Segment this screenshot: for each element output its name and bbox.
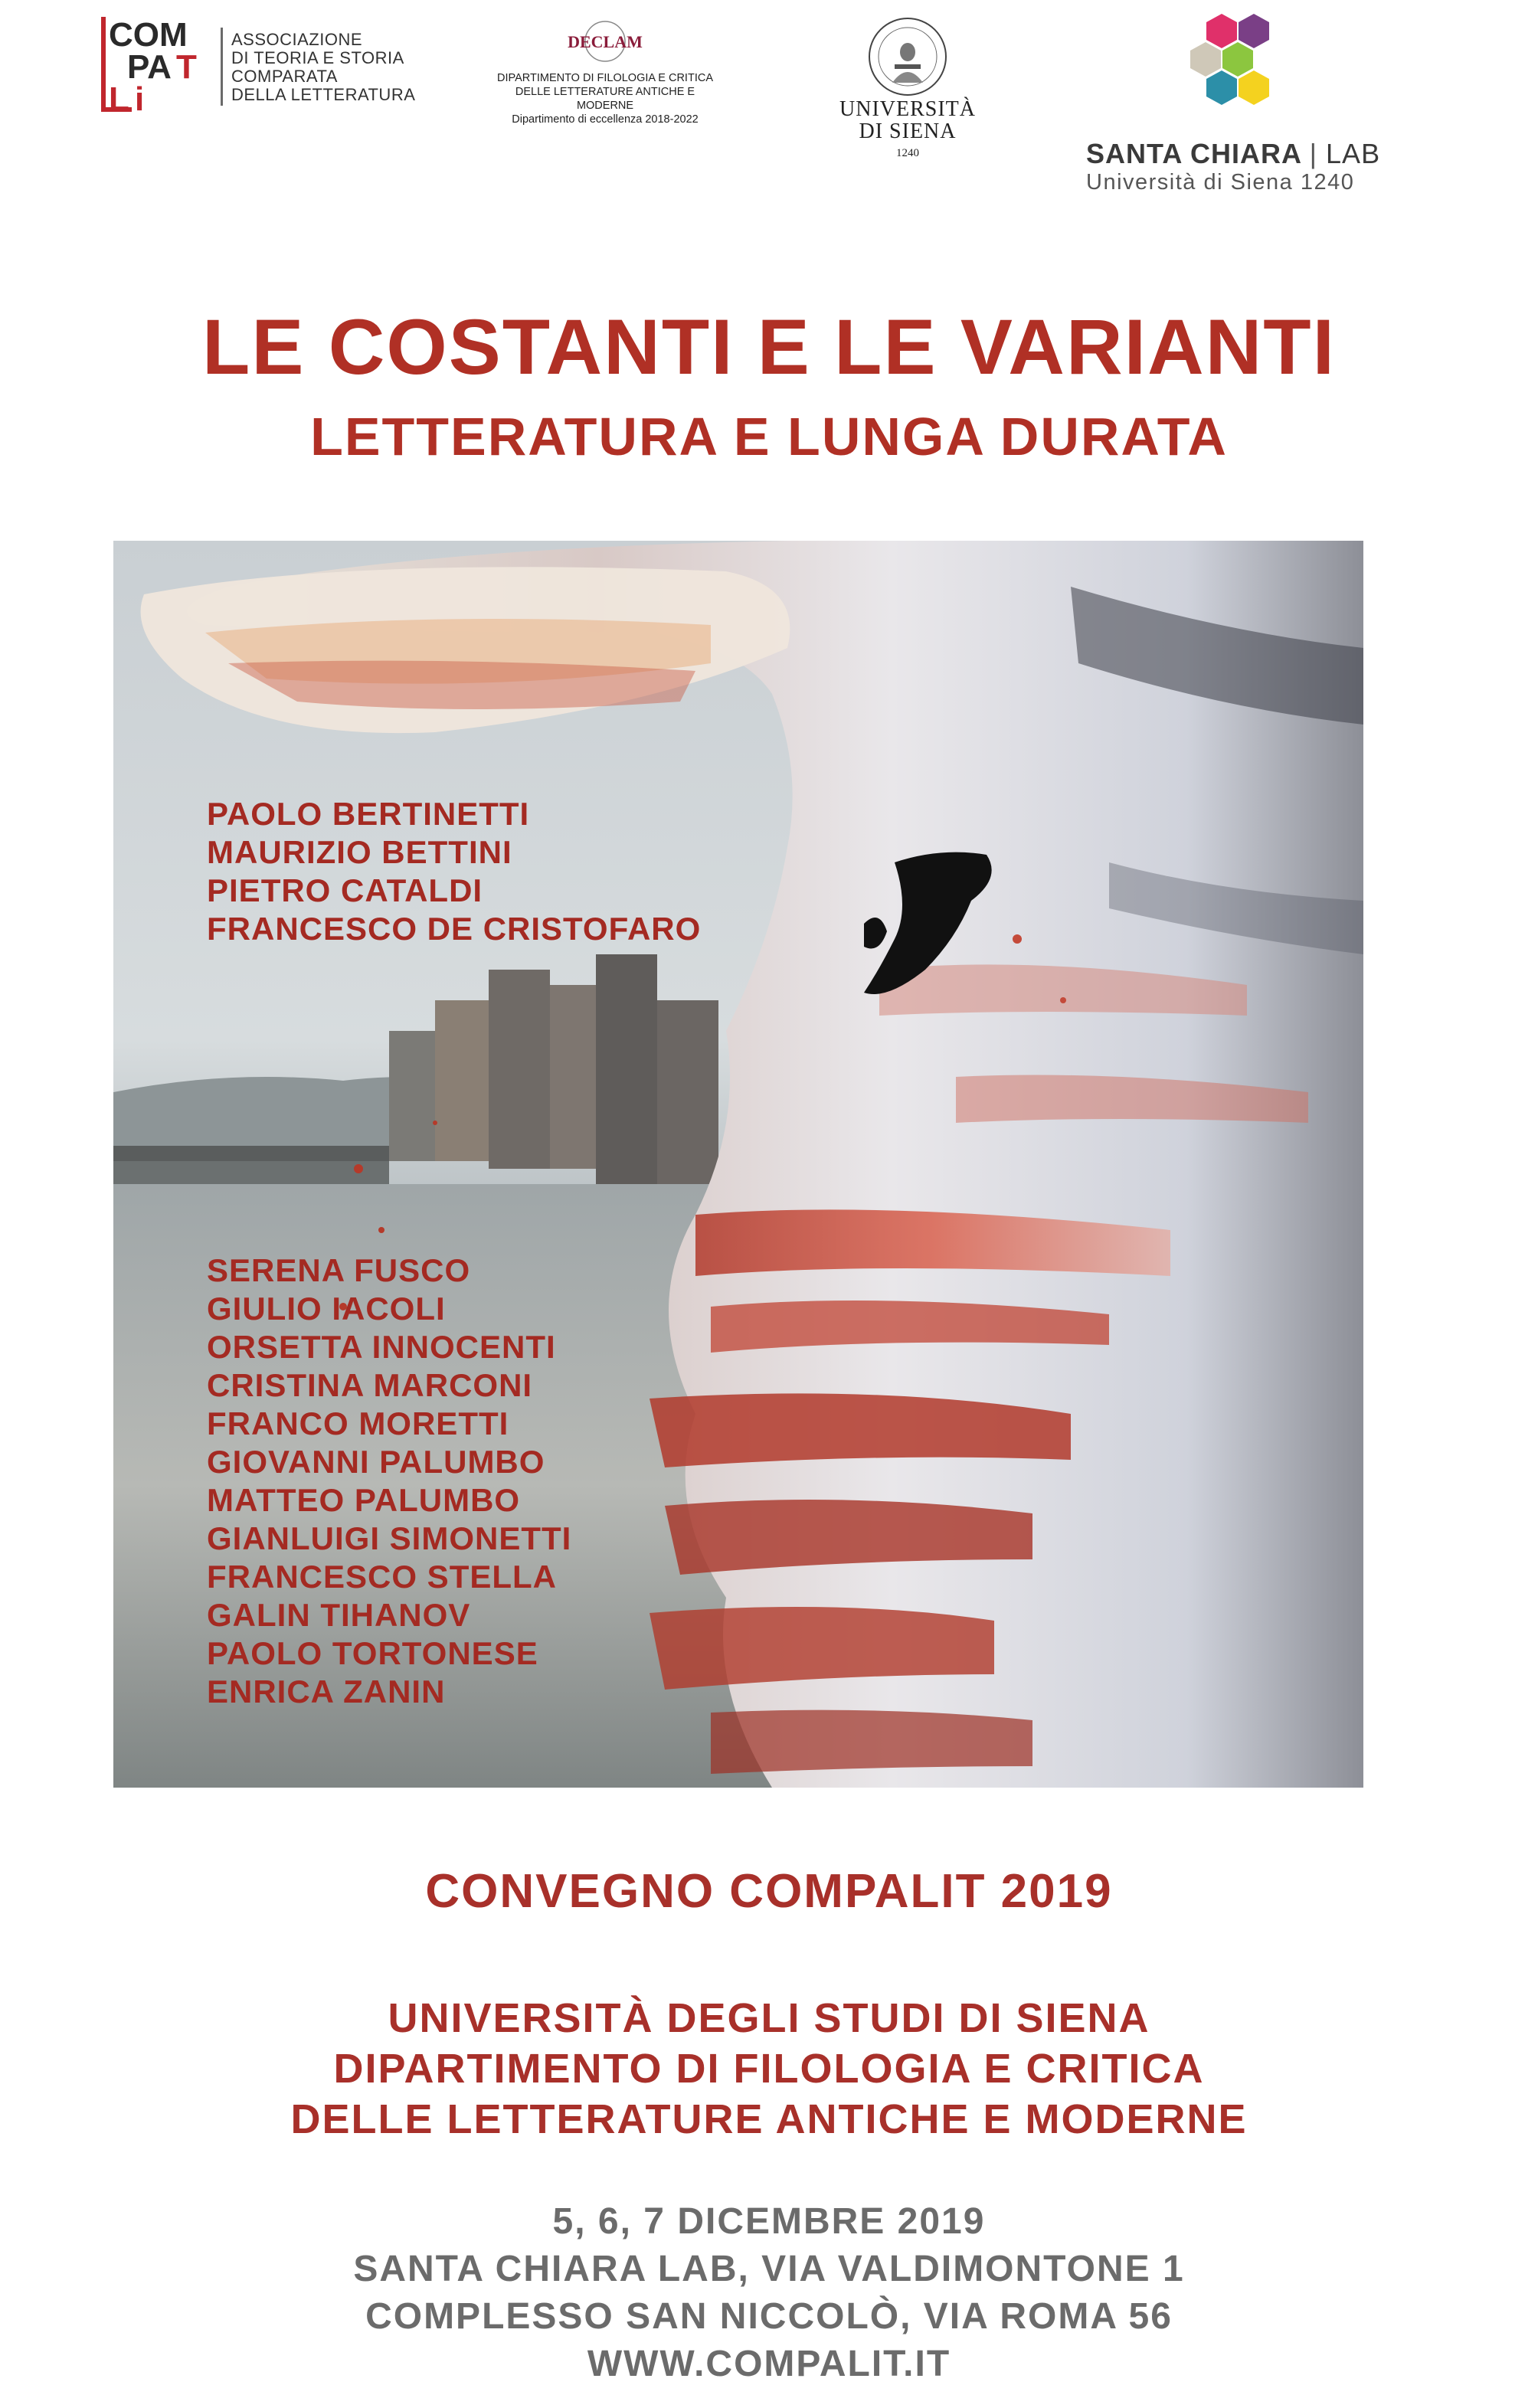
venue-line-2: COMPLESSO SAN NICCOLÒ, VIA ROMA 56	[365, 2296, 1173, 2337]
speaker-name: ENRICA ZANIN	[207, 1673, 446, 1709]
speakers-group-2	[207, 1251, 571, 1711]
declam-logo	[490, 20, 720, 126]
university-line-1: UNIVERSITÀ DEGLI STUDI DI SIENA	[388, 1995, 1150, 2041]
unisiena-seal-icon	[858, 14, 957, 98]
santa-chiara-hex-icon	[1187, 12, 1287, 119]
declam-line-2: DELLE LETTERATURE ANTICHE E	[515, 86, 695, 98]
speaker-name: PIETRO CATALDI	[207, 872, 483, 908]
declam-line-1: DIPARTIMENTO DI FILOLOGIA E CRITICA	[497, 72, 713, 84]
compalit-association-text	[231, 31, 415, 104]
speaker-name: MAURIZIO BETTINI	[207, 834, 512, 870]
compalit-mark-t: T	[176, 48, 197, 86]
unisiena-line-2: DI SIENA	[859, 119, 957, 143]
declam-line-3: MODERNE	[576, 100, 634, 112]
speaker-name: GIULIO IACOLI	[207, 1291, 446, 1327]
speakers-group-1	[207, 795, 701, 948]
speaker-name: CRISTINA MARCONI	[207, 1367, 533, 1403]
event-dates: 5, 6, 7 DICEMBRE 2019	[552, 2201, 986, 2242]
speaker-name: PAOLO TORTONESE	[207, 1635, 538, 1671]
unisiena-logo	[835, 14, 980, 161]
compalit-line-1: ASSOCIAZIONE	[231, 30, 363, 49]
declam-line-4: Dipartimento di eccellenza 2018-2022	[512, 113, 699, 126]
venue-line-1: SANTA CHIARA LAB, VIA VALDIMONTONE 1	[353, 2249, 1185, 2289]
unisiena-year: 1240	[896, 147, 919, 159]
compalit-mark-i: i	[135, 80, 145, 115]
compalit-line-2: DI TEORIA E STORIA	[231, 48, 404, 67]
speaker-name: GIOVANNI PALUMBO	[207, 1444, 545, 1480]
university-line-2: DIPARTIMENTO DI FILOLOGIA E CRITICA	[333, 2046, 1205, 2092]
convegno-title: CONVEGNO COMPALIT 2019	[425, 1865, 1113, 1918]
santa-chiara-subtitle: Università di Siena 1240	[1086, 170, 1355, 195]
conference-subtitle: LETTERATURA E LUNGA DURATA	[310, 407, 1228, 466]
santa-chiara-name: SANTA CHIARA	[1086, 138, 1301, 169]
declam-name: DECLAM	[568, 32, 643, 51]
speaker-name: SERENA FUSCO	[207, 1252, 471, 1288]
declam-seal-icon	[563, 20, 647, 66]
conference-title: LE COSTANTI E LE VARIANTI	[202, 303, 1336, 391]
compalit-line-3: COMPARATA	[231, 67, 338, 86]
speaker-name: FRANCESCO STELLA	[207, 1559, 557, 1595]
speaker-name: FRANCESCO DE CRISTOFARO	[207, 911, 702, 947]
university-line-3: DELLE LETTERATURE ANTICHE E MODERNE	[290, 2096, 1248, 2142]
santa-chiara-title: SANTA CHIARA | LAB	[1086, 138, 1381, 169]
unisiena-line-1: UNIVERSITÀ	[839, 97, 976, 121]
website-link[interactable]: WWW.COMPALIT.IT	[587, 2344, 951, 2384]
compalit-mark-pa: PA	[127, 48, 172, 86]
compalit-logo	[100, 15, 214, 115]
speaker-name: FRANCO MORETTI	[207, 1405, 509, 1441]
compalit-line-4: DELLA LETTERATURA	[231, 85, 416, 104]
speaker-name: MATTEO PALUMBO	[207, 1482, 521, 1518]
speaker-name: PAOLO BERTINETTI	[207, 796, 530, 832]
santa-chiara-lab: LAB	[1326, 138, 1381, 169]
compalit-divider	[221, 28, 223, 106]
speaker-name: GIANLUIGI SIMONETTI	[207, 1520, 572, 1556]
compalit-mark-l: L	[109, 80, 129, 115]
speaker-name: GALIN TIHANOV	[207, 1597, 471, 1633]
speaker-name: ORSETTA INNOCENTI	[207, 1329, 556, 1365]
compalit-mark-com: COM	[109, 16, 188, 54]
